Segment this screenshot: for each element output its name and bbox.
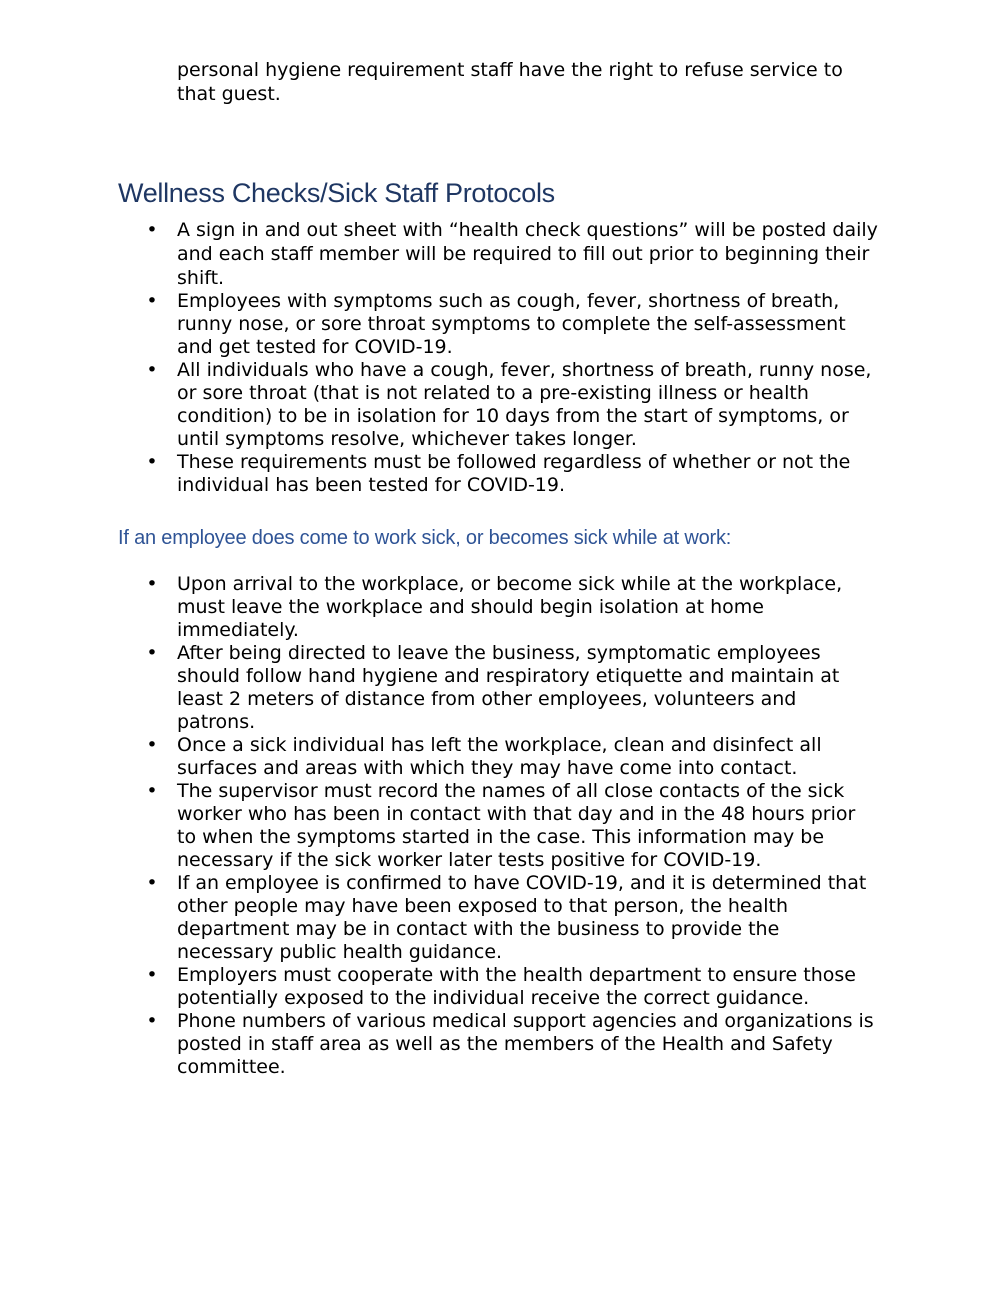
list-item-text: If an employee is confirmed to have COVID-19, and it is determined that other people may have been exposed to that person, the health department may be in contact with the business to provide the necessary public health guidance. bbox=[177, 872, 867, 963]
sick-at-work-heading: If an employee does come to work sick, or becomes sick while at work: bbox=[118, 527, 732, 549]
list-item-text: After being directed to leave the business, symptomatic employees should follow hand hygiene and respiratory etiquette and maintain at least 2 meters of distance from other employees, volunteers and patrons. bbox=[177, 642, 840, 733]
list-item-text: These requirements must be followed regardless of whether or not the individual has been tested for COVID-19. bbox=[177, 451, 851, 496]
list-item bbox=[0, 451, 880, 497]
bullet-icon: • bbox=[146, 734, 158, 756]
list-item bbox=[0, 780, 880, 872]
bullet-icon: • bbox=[146, 780, 158, 802]
list-item bbox=[0, 1010, 880, 1079]
bullet-icon: • bbox=[146, 1010, 158, 1032]
list-item bbox=[0, 290, 880, 359]
list-item-text: A sign in and out sheet with “health check questions” will be posted daily and each staff member will be required to fill out prior to beginning their shift. bbox=[177, 219, 878, 289]
list-item bbox=[0, 872, 880, 964]
list-item-text: The supervisor must record the names of all close contacts of the sick worker who has been in contact with that day and in the 48 hours prior to when the symptoms started in the case. This information may be necessary if the sick worker later tests positive for COVID-19. bbox=[177, 780, 856, 871]
list-item bbox=[0, 218, 880, 290]
bullet-icon: • bbox=[146, 290, 158, 312]
bullet-icon: • bbox=[146, 219, 158, 241]
intro-continuation-paragraph: personal hygiene requirement staff have the right to refuse service to that guest. bbox=[177, 59, 843, 105]
list-item-text: Employers must cooperate with the health department to ensure those potentially exposed to the individual receive the correct guidance. bbox=[177, 964, 856, 1009]
bullet-icon: • bbox=[146, 451, 158, 473]
list-item-text: Once a sick individual has left the workplace, clean and disinfect all surfaces and areas with which they may have come into contact. bbox=[177, 734, 822, 779]
list-item bbox=[0, 964, 880, 1010]
list-item-text: Phone numbers of various medical support agencies and organizations is posted in staff area as well as the members of the Health and Safety committee. bbox=[177, 1010, 874, 1078]
list-item bbox=[0, 573, 880, 642]
bullet-icon: • bbox=[146, 964, 158, 986]
sick-at-work-bullet-list bbox=[0, 573, 1000, 1079]
bullet-icon: • bbox=[146, 872, 158, 894]
wellness-bullet-list bbox=[0, 218, 1000, 497]
list-item bbox=[0, 359, 880, 451]
bullet-icon: • bbox=[146, 359, 158, 381]
bullet-icon: • bbox=[146, 642, 158, 664]
list-item bbox=[0, 734, 880, 780]
list-item bbox=[0, 642, 880, 734]
list-item-text: Employees with symptoms such as cough, fever, shortness of breath, runny nose, or sore throat symptoms to complete the self-assessment and get tested for COVID-19. bbox=[177, 290, 846, 358]
bullet-icon: • bbox=[146, 573, 158, 595]
wellness-section-heading: Wellness Checks/Sick Staff Protocols bbox=[118, 178, 555, 208]
list-item-text: All individuals who have a cough, fever, shortness of breath, runny nose, or sore throat (that is not related to a pre-existing illness or health condition) to be in isolation for 10 days from the start of symptoms, or until symptoms resolve, whichever takes longer. bbox=[177, 359, 872, 450]
list-item-text: Upon arrival to the workplace, or become sick while at the workplace, must leave the workplace and should begin isolation at home immediately. bbox=[177, 573, 843, 641]
